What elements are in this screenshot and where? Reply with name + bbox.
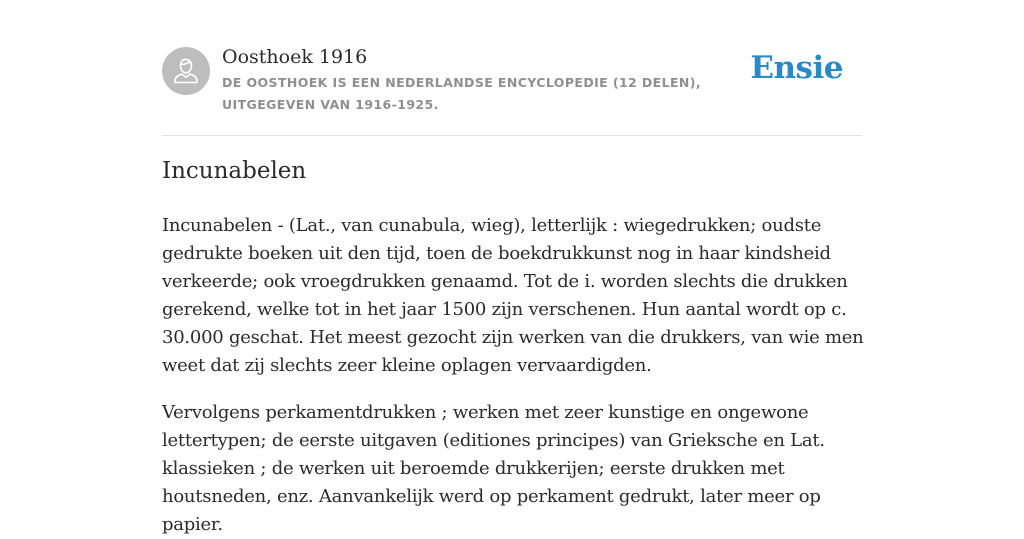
source-title[interactable]: Oosthoek 1916 bbox=[222, 46, 368, 68]
user-silhouette-icon[interactable] bbox=[162, 47, 210, 95]
source-header bbox=[162, 0, 862, 136]
brand-logo[interactable]: Ensie bbox=[750, 50, 843, 86]
article-title: Incunabelen bbox=[162, 158, 307, 184]
source-description: DE OOSTHOEK IS EEN NEDERLANDSE ENCYCLOPEDIE (12 DELEN), UITGEGEVEN VAN 1916-1925. bbox=[222, 75, 702, 112]
article-paragraph: Incunabelen - (Lat., van cunabula, wieg), letterlijk : wiegedrukken; oudste gedrukte boeken uit den tijd, toen de boekdrukkunst nog in haar kindsheid verkeerde; ook vroegdrukken genaamd. Tot de i. worden slechts die drukken gerekend, welke tot in het jaar 1500 zijn verschenen. Hun aantal wordt op c. 30.000 geschat. Het meest gezocht zijn werken van die drukkers, van wie men weet dat zij slechts zeer kleine oplagen vervaardigden. bbox=[162, 215, 864, 376]
page-content bbox=[162, 0, 864, 535]
article-paragraph: Vervolgens perkamentdrukken ; werken met zeer kunstige en ongewone lettertypen; de eerste uitgaven (editiones principes) van Grieksche en Lat. klassieken ; de werken uit beroemde drukkerijen; eerste drukken met houtsneden, enz. Aanvankelijk werd op perkament gedrukt, later meer op papier. bbox=[162, 402, 825, 535]
